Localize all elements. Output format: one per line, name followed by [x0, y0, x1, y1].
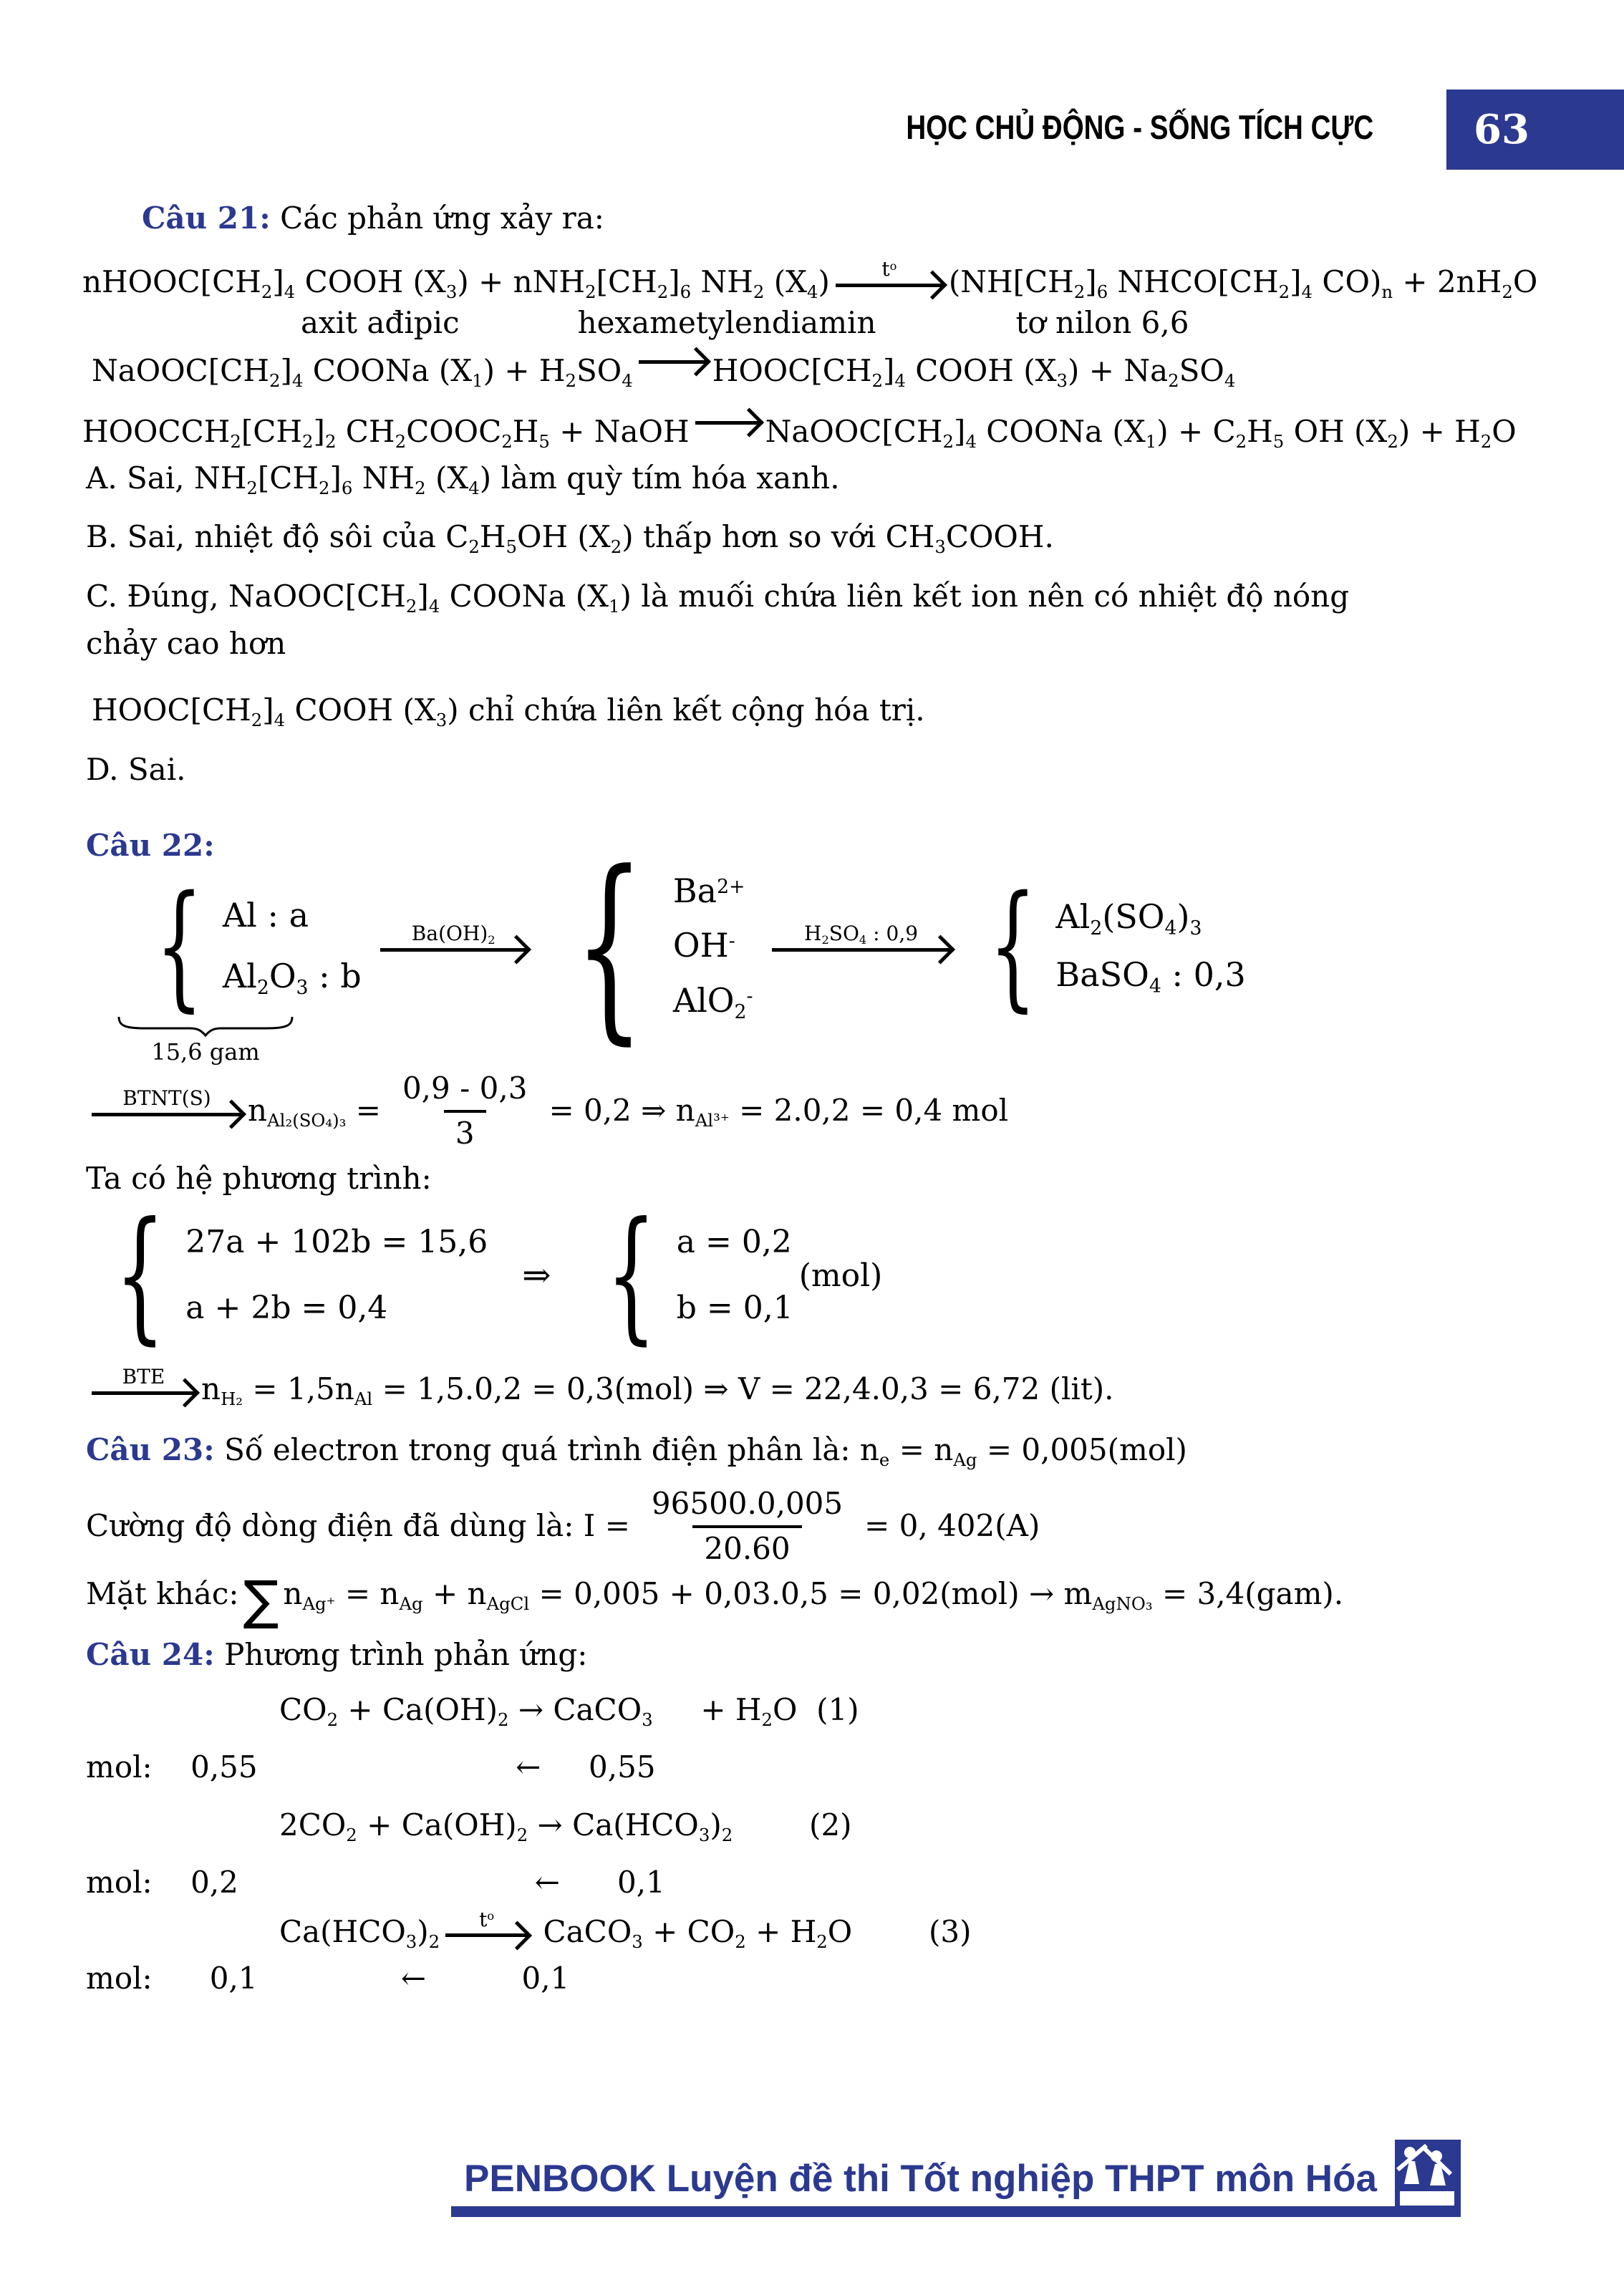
mass-label: 15,6 gam — [151, 1038, 260, 1066]
reaction-arrow — [695, 421, 760, 425]
right-arrow-icon — [772, 948, 951, 952]
left-brace: { — [606, 1192, 657, 1359]
system-equation-2: a + 2b = 0,4 — [185, 1290, 388, 1327]
right-arrow-icon — [836, 284, 943, 287]
q24-mol-row-3: mol: 0,1 ← 0,1 — [86, 1960, 570, 1996]
btnt-arrow — [92, 1088, 242, 1116]
q22-system-intro: Ta có hệ phương trình: — [86, 1160, 432, 1196]
ion-row-oh: OH- — [672, 926, 735, 965]
reaction-arrow — [639, 360, 707, 364]
question-21-label: Câu 21: — [142, 201, 271, 236]
q23-line3-prefix: Mặt khác: — [86, 1575, 239, 1611]
bte-text: $n_{H_2} = 1,5n_{Al} = 1,5.0,2 = 0,3(mol)$ ⇒ V = 22,4.0,3 = 6,72 (lit). — [201, 1371, 1114, 1410]
q21-eq2-right: $HOOC[CH_2]_4$ COOH $(X_3) + Na_2SO_4$ — [712, 352, 1236, 391]
question-24-heading — [86, 1636, 1567, 1675]
arrow-label-baoh2: $Ba(OH)_2$ — [411, 921, 496, 947]
arrow-label-bte: BTE — [122, 1364, 165, 1388]
mass-underbrace — [116, 1015, 295, 1066]
mixture-row-al2o3: $Al_2O_3$ : b — [222, 956, 362, 999]
q21-eq1-left: $nHOOC[CH_2]_4$ COOH $(X_3) + nNH_2[CH_2]_6$ $NH_2$ $(X_4)$ — [82, 264, 830, 302]
footer-title: PENBOOK Luyện đề thi Tốt nghiệp THPT môn Hóa — [464, 2158, 1377, 2200]
btnt-fraction — [391, 1071, 538, 1151]
page-header-title: HỌC CHỦ ĐỘNG - SỐNG TÍCH CỰC — [906, 108, 1373, 146]
intermediate-group — [546, 829, 753, 1063]
system-left-group — [95, 1192, 488, 1359]
q21-option-c — [86, 577, 1567, 664]
substance-name-nilon66: tơ nilon 6,6 — [1015, 304, 1189, 340]
q21-option-d: D. Sai. — [86, 751, 186, 787]
mixture-group — [136, 866, 362, 1066]
q21-equation-2 — [92, 352, 1567, 391]
q23-line1: Số electron trong quá trình điện phân là: $n_e = n_{Ag} = 0,005(mol)$ — [214, 1432, 1187, 1471]
q22-equation-system — [95, 1192, 1567, 1359]
fraction-denominator: 3 — [444, 1110, 486, 1151]
q22-btnt-line — [86, 1071, 1567, 1151]
arrow-label-h2so4: $H_2SO_4$ : 0,9 — [804, 921, 919, 947]
q24-eq3-right: CaCO$_3$ + $CO_2 + H_2O$ (3) — [533, 1913, 972, 1952]
right-arrow-icon — [695, 421, 760, 425]
q24-eq3-left: $Ca(HCO_3)_2$ — [279, 1913, 440, 1952]
question-21-intro: Các phản ứng xảy ra: — [270, 201, 604, 236]
q21-equation-3 — [82, 413, 1567, 452]
footer-divider — [451, 2206, 1395, 2217]
right-arrow-icon — [639, 360, 707, 364]
q21-option-b: B. Sai, nhiệt độ sôi của $C_2H_5OH$ $(X_2)$ thấp hơn so với $CH_3COOH$. — [86, 519, 1054, 558]
mixture-row-al: Al : a — [222, 896, 309, 935]
q23-current-line — [86, 1486, 1567, 1566]
q21-option-c-line3: $HOOC[CH_2]_4$ COOH $(X_3)$ chỉ chứa liên kết cộng hóa trị. — [92, 692, 925, 730]
page-content — [82, 199, 1567, 1999]
q24-mol-row-2: mol: 0,2 ← 0,1 — [86, 1865, 665, 1900]
right-arrow-icon — [380, 948, 527, 952]
reaction-arrow-temp — [836, 259, 943, 287]
left-brace: { — [115, 1192, 165, 1359]
arrow-label-temperature: $t^o$ — [479, 1907, 495, 1931]
q21-eq1-right: ($NH[CH_2]_6$ $NHCO[CH_2]_4$ $CO)_n + 2nH_2O$ — [948, 264, 1538, 302]
left-brace: { — [574, 829, 644, 1063]
page-number: 63 — [1474, 106, 1529, 153]
system-right-group — [586, 1192, 793, 1359]
underbrace-icon — [116, 1015, 295, 1037]
bte-arrow — [92, 1366, 195, 1395]
right-arrow-icon — [445, 1933, 528, 1937]
substance-name-adipic: axit ađipic — [301, 304, 460, 340]
q24-mol-row-1: mol: 0,55 ← 0,55 — [86, 1749, 656, 1785]
btnt-before-fraction: $n_{Al_2(SO_4)_3}$ = — [248, 1093, 381, 1131]
reaction-arrow-baoh2 — [380, 923, 527, 952]
system-solution-b: b = 0,1 — [676, 1290, 793, 1327]
product-row-al2so43: $Al_2(SO_4)_3$ — [1055, 897, 1202, 940]
substance-name-hexametylendiamin: hexametylendiamin — [577, 304, 876, 340]
question-21-heading — [142, 199, 1567, 238]
fraction-numerator: 0,9 - 0,3 — [402, 1070, 528, 1106]
q21-eq3-right: $NaOOC[CH_2]_4$ COONa $(X_1) + C_2H_5$ OH $(X_2) + H_2O$ — [765, 413, 1517, 452]
q21-option-c-line1: C. Đúng, $NaOOC[CH_2]_4$ COONa $(X_1)$ là muối chứa liên kết ion nên có nhiệt độ nóng — [86, 578, 1350, 617]
q21-equation-1 — [82, 257, 1567, 302]
question-24-intro: Phương trình phản ứng: — [214, 1636, 588, 1672]
system-unit: (mol) — [798, 1257, 883, 1294]
q21-option-a: A. Sai, $NH_2[CH_2]_6$ $NH_2$ $(X_4)$ làm quỳ tím hóa xanh. — [86, 460, 840, 498]
arrow-label-temperature: $t^o$ — [881, 257, 897, 281]
left-brace: { — [155, 866, 203, 1025]
product-row-baso4: BaSO$_4$ : 0,3 — [1055, 955, 1246, 998]
arrow-label-btnt: BTNT(S) — [122, 1086, 211, 1110]
question-23-heading — [86, 1431, 1567, 1470]
reaction-arrow-temp — [445, 1909, 528, 1938]
implies-arrow-icon: ⇒ — [522, 1255, 551, 1296]
question-23-label: Câu 23: — [86, 1432, 215, 1468]
question-22-label: Câu 22: — [86, 828, 215, 864]
penbook-logo-icon — [1395, 2140, 1461, 2217]
q21-substance-names — [86, 305, 1567, 340]
fraction-denominator: 20.60 — [692, 1525, 801, 1566]
q24-equation-3 — [279, 1907, 1567, 1952]
penbook-logo — [1395, 2140, 1461, 2217]
q21-eq3-left: $HOOCCH_2[CH_2]_2$ $CH_2COOC_2H_5$ + NaOH — [82, 413, 690, 452]
q22-bte-line — [86, 1364, 1567, 1410]
reaction-arrow-h2so4 — [772, 923, 951, 952]
left-brace: { — [988, 866, 1037, 1025]
fraction-numerator: 96500.0,005 — [651, 1485, 844, 1521]
right-arrow-icon — [92, 1391, 195, 1395]
q23-mass-line: Mặt khác: ∑ $n_{Ag^+} = n_{Ag} + n_{AgCl} = 0,005 + 0,03.0,5 = 0,02(mol) \to m_{AgNO_3} = 3,4(gam)$. — [86, 1570, 1344, 1632]
q24-equation-2: $2CO_2 + Ca(OH)_2 \to Ca(HCO_3)_2$ (2) — [279, 1807, 852, 1845]
q23-line2-before: Cường độ dòng điện đã dùng là: I = — [86, 1508, 630, 1544]
q21-option-c-line2: chảy cao hơn — [86, 626, 286, 662]
page-number-badge — [1446, 90, 1624, 170]
q23-line3-text: $n_{Ag^+} = n_{Ag} + n_{AgCl} = 0,005 + 0,03.0,5 = 0,02(mol) \to m_{AgNO_3} = 3,4(gam)$. — [283, 1575, 1344, 1614]
q23-line2-after: = 0, 402(A) — [864, 1508, 1040, 1544]
ion-row-ba: $Ba^{2+}$ — [672, 871, 745, 910]
q24-equation-1: $CO_2 + Ca(OH)_2$ → CaCO$_3$ + $H_2O$ (1) — [279, 1691, 859, 1730]
system-solution-a: a = 0,2 — [676, 1223, 792, 1260]
q21-eq2-left: $NaOOC[CH_2]_4$ COONa $(X_1) + H_2SO_4$ — [92, 352, 633, 391]
btnt-after-fraction: = 0,2 ⇒ $n_{Al^{3+}} = 2.0,2 = 0,4$ mol — [548, 1093, 1009, 1131]
q23-fraction — [640, 1486, 854, 1566]
system-equation-1: 27a + 102b = 15,6 — [185, 1223, 488, 1260]
products-group — [970, 866, 1246, 1025]
right-arrow-icon — [92, 1113, 242, 1116]
ion-row-alo2: AlO$_2$- — [672, 981, 753, 1023]
question-24-label: Câu 24: — [86, 1636, 215, 1672]
